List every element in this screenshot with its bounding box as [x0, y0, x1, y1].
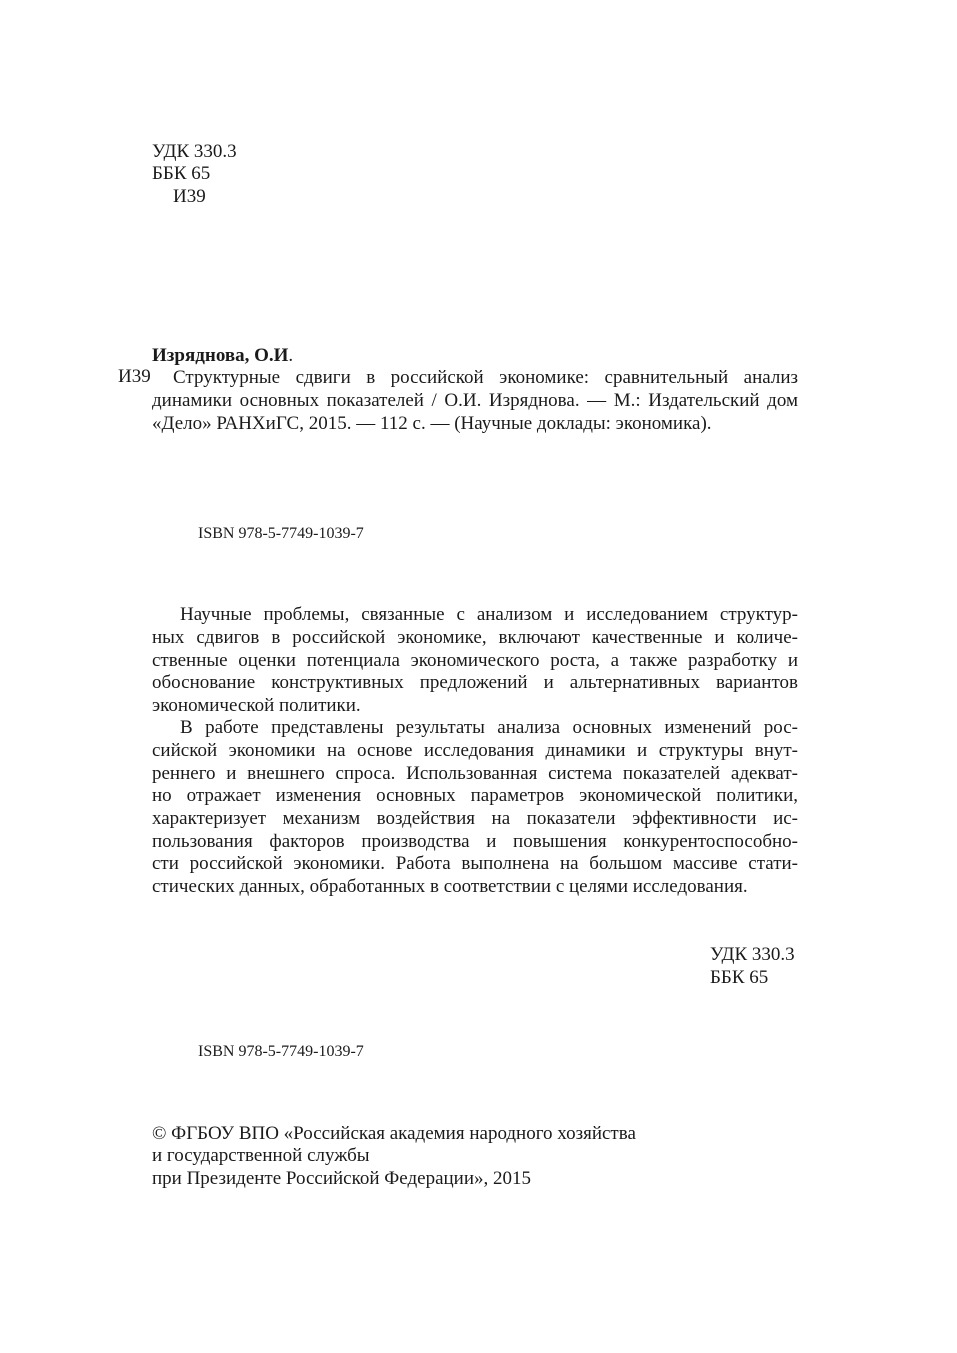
isbn-bottom: ISBN 978-5-7749-1039-7: [198, 1043, 364, 1060]
annotation-p2-line-4: но отражает изменения основных параметров экономической политики,: [152, 785, 798, 806]
copyright-line-3: при Президенте Российской Федерации», 2015: [152, 1168, 532, 1189]
author-name: Изряднова, О.И.: [152, 345, 294, 366]
annotation-p1-line-4: обоснование конструктивных предложений и альтернативных вариантов: [152, 672, 798, 693]
author-mark: И39: [173, 186, 206, 207]
udk-code: УДК 330.3: [152, 141, 237, 162]
side-author-mark: И39: [118, 366, 151, 387]
annotation-p1-line-1: Научные проблемы, связанные с анализом и исследованием структур-: [180, 604, 798, 625]
isbn-top: ISBN 978-5-7749-1039-7: [198, 525, 364, 542]
annotation-p1-line-2: ных сдвигов в российской экономике, включают качественные и количе-: [152, 627, 798, 648]
bbk-code-bottom: ББК 65: [710, 967, 769, 988]
bibliographic-line-3: «Дело» РАНХиГС, 2015. — 112 с. — (Научные доклады: экономика).: [152, 413, 712, 434]
annotation-p2-line-3: реннего и внешнего спроса. Использованная система показателей адекват-: [152, 763, 798, 784]
bbk-code: ББК 65: [152, 163, 211, 184]
annotation-p2-line-5: характеризует механизм воздействия на показатели эффективности ис-: [152, 808, 798, 829]
annotation-p2-line-7: сти российской экономики. Работа выполнена на большом массиве стати-: [152, 853, 798, 874]
annotation-p2-line-6: пользования факторов производства и повышения конкурентоспособно-: [152, 831, 798, 852]
udk-code-bottom: УДК 330.3: [710, 944, 795, 965]
annotation-p2-line-2: сийской экономики на основе исследования динамики и структуры внут-: [152, 740, 798, 761]
bibliographic-line-2: динамики основных показателей / О.И. Изряднова. — М.: Издательский дом: [152, 390, 798, 411]
bibliographic-line-1: Структурные сдвиги в российской экономике: сравнительный анализ: [173, 367, 798, 388]
copyright-line-2: и государственной службы: [152, 1145, 370, 1166]
annotation-p1-line-3: ственные оценки потенциала экономического роста, а также разработку и: [152, 650, 798, 671]
copyright-line-1: © ФГБОУ ВПО «Российская академия народного хозяйства: [152, 1123, 636, 1144]
annotation-p1-line-5: экономической политики.: [152, 695, 361, 716]
annotation-p2-line-8: стических данных, обработанных в соответствии с целями исследования.: [152, 876, 748, 897]
annotation-p2-line-1: В работе представлены результаты анализа основных изменений рос-: [180, 717, 798, 738]
